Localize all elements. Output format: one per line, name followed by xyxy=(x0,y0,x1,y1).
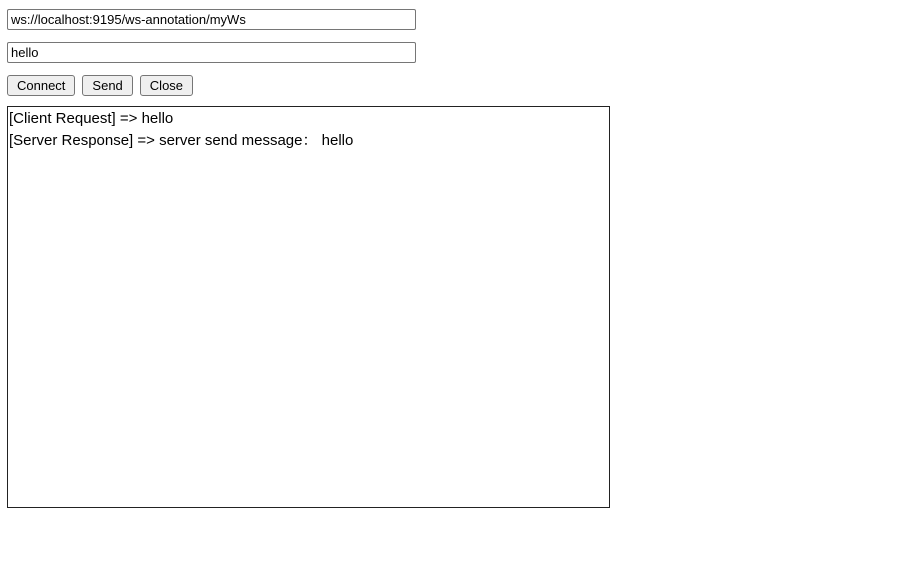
send-button[interactable]: Send xyxy=(82,75,132,96)
message-log xyxy=(7,106,610,508)
close-button[interactable]: Close xyxy=(140,75,193,96)
log-line-client-request: [Client Request] => hello xyxy=(9,110,174,127)
websocket-url-input[interactable] xyxy=(7,9,416,30)
connect-button[interactable]: Connect xyxy=(7,75,75,96)
log-line-server-response: [Server Response] => server send message： hello xyxy=(9,132,354,149)
message-row xyxy=(7,42,901,63)
message-input[interactable] xyxy=(7,42,416,63)
url-row xyxy=(7,9,901,30)
action-button-row xyxy=(7,75,901,96)
